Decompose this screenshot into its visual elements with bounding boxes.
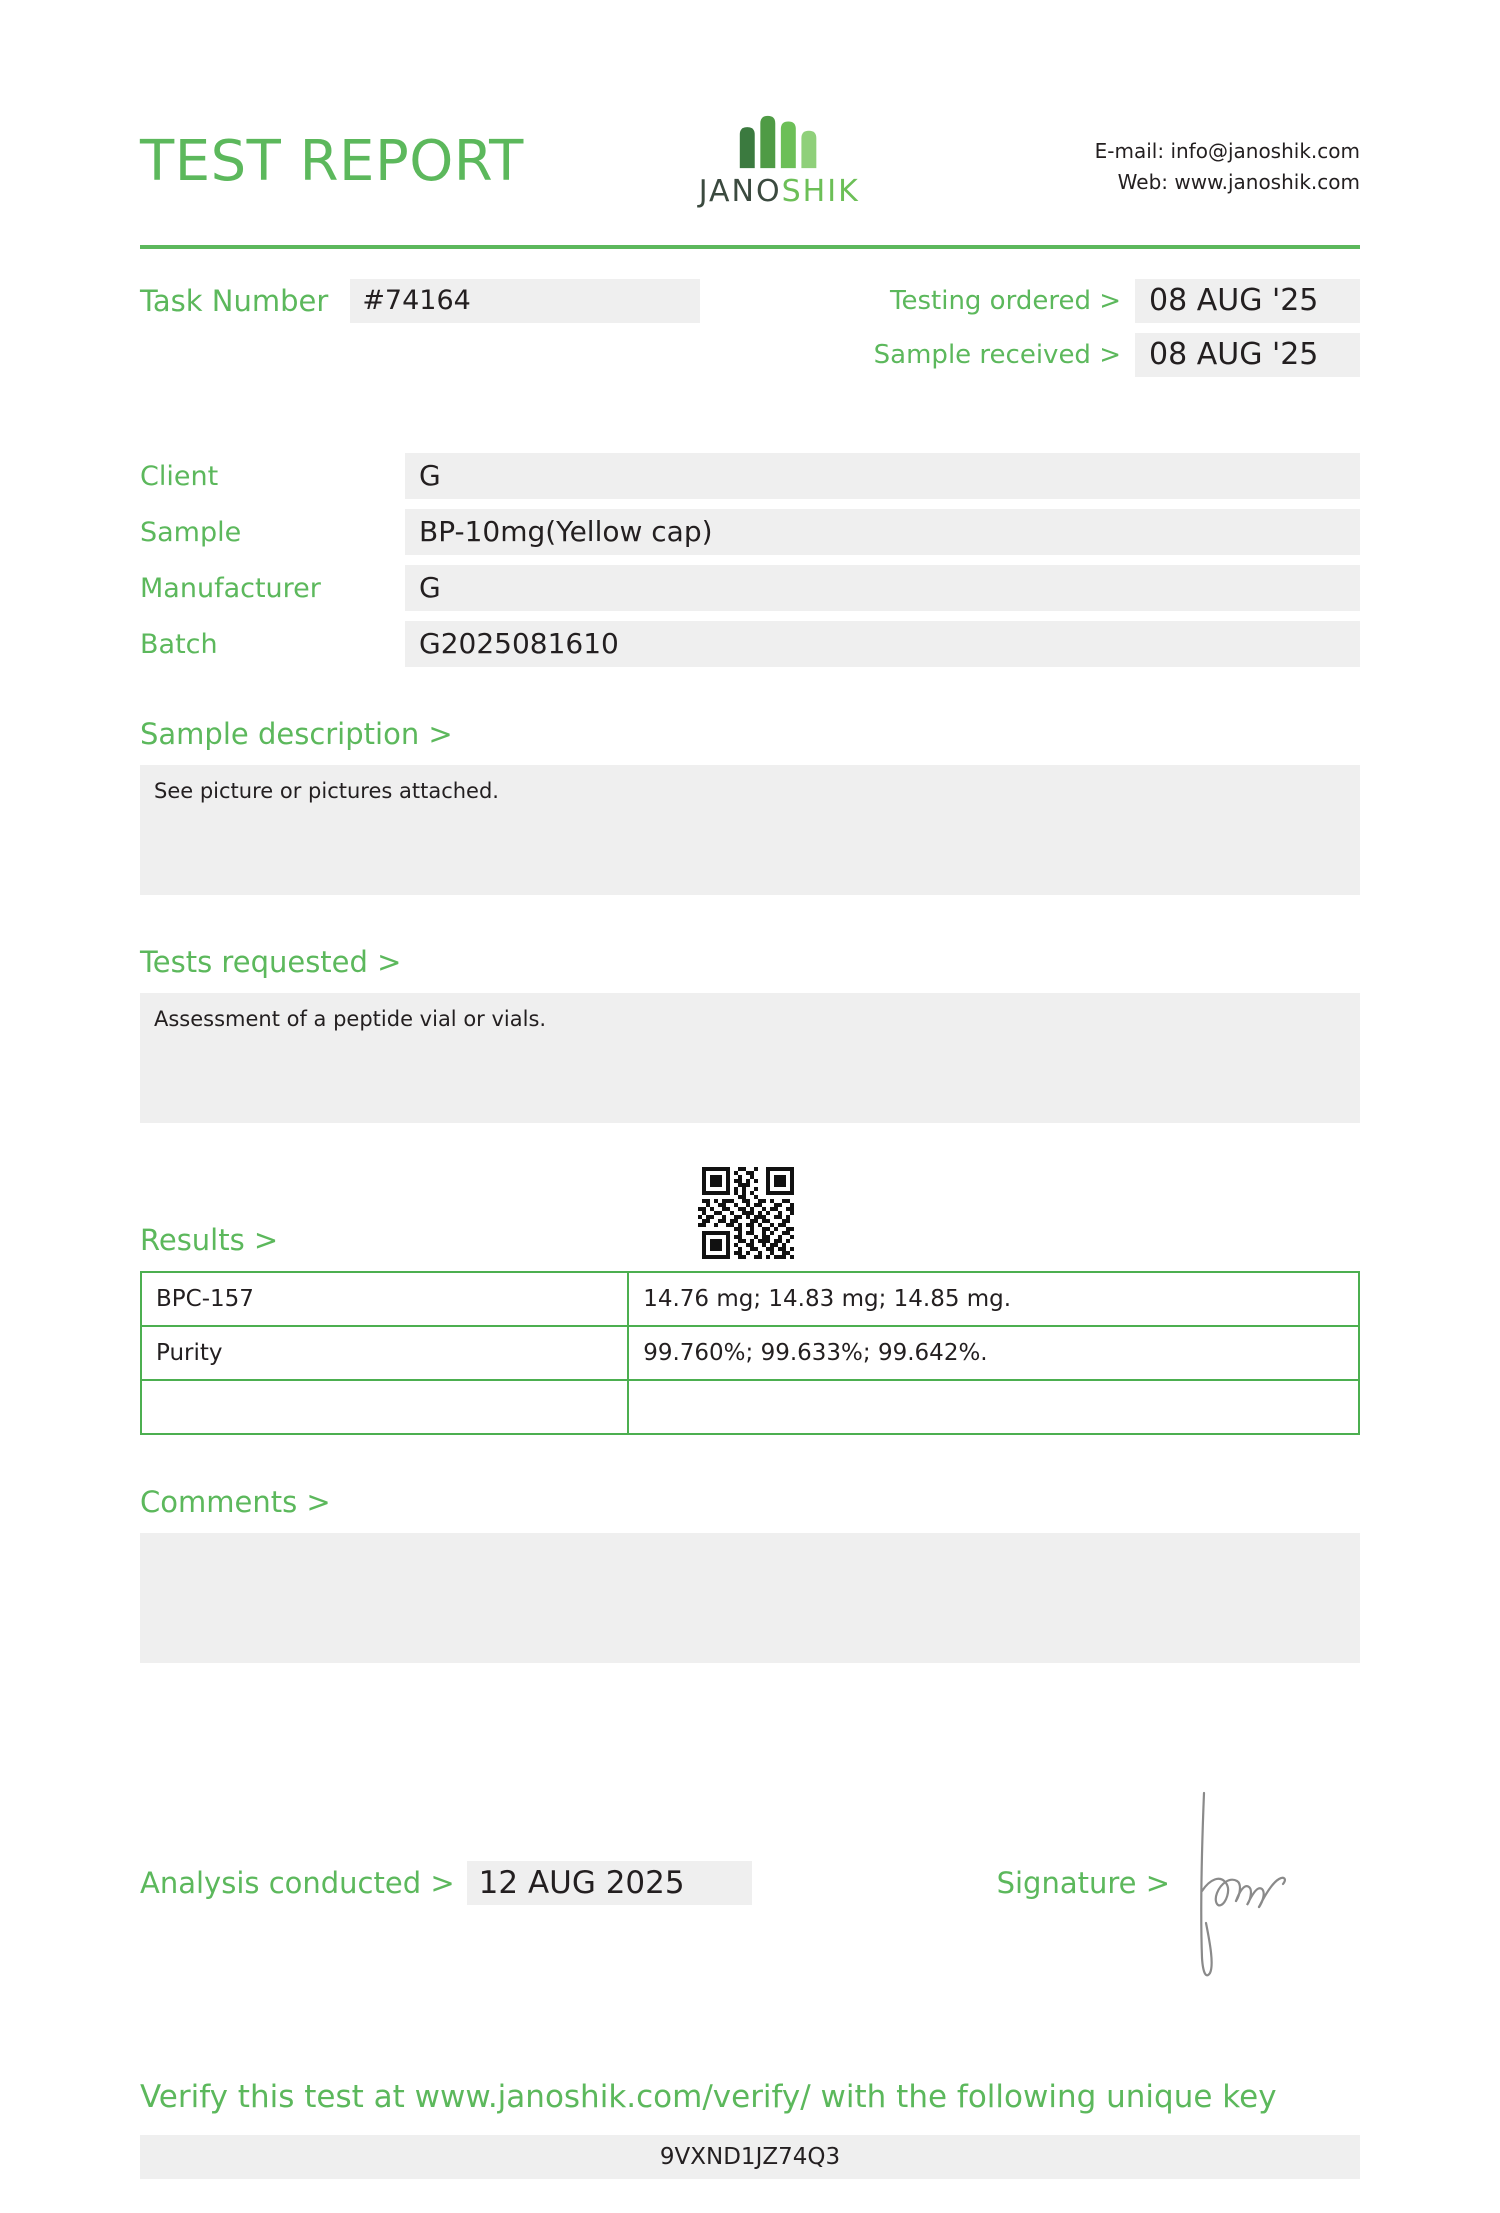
testing-ordered-value: 08 AUG '25 (1135, 279, 1360, 323)
info-value-sample: BP-10mg(Yellow cap) (405, 509, 1360, 555)
header-divider (140, 245, 1360, 249)
contact-web: Web: www.janoshik.com (1117, 170, 1360, 194)
task-number-value: #74164 (350, 279, 700, 323)
info-row-client (140, 453, 1360, 499)
tests-requested-title: Tests requested > (140, 945, 402, 979)
results-header-row (140, 1167, 1360, 1257)
unique-key-box: 9VXND1JZ74Q3 (140, 2135, 1360, 2179)
sample-received-label: Sample received > (873, 340, 1121, 370)
sample-received-value: 08 AUG '25 (1135, 333, 1360, 377)
comments-title: Comments > (140, 1485, 331, 1519)
report-header (140, 0, 1360, 209)
sample-description-title: Sample description > (140, 717, 453, 751)
result-name-bpc157: BPC-157 (141, 1272, 628, 1326)
analysis-conducted-group (140, 1861, 752, 1905)
info-row-batch (140, 621, 1360, 667)
result-value-empty (628, 1380, 1359, 1434)
info-label-manufacturer: Manufacturer (140, 572, 321, 604)
result-value-purity: 99.760%; 99.633%; 99.642%. (628, 1326, 1359, 1380)
info-value-batch: G2025081610 (405, 621, 1360, 667)
testing-ordered-label: Testing ordered > (890, 286, 1121, 316)
analysis-conducted-date: 12 AUG 2025 (467, 1861, 752, 1905)
mountain-logo-icon (719, 114, 839, 170)
comments-box (140, 1533, 1360, 1663)
info-label-batch: Batch (140, 628, 218, 660)
janoshik-logo (699, 114, 860, 209)
contact-email: E-mail: info@janoshik.com (1094, 139, 1360, 163)
contact-block (1095, 136, 1360, 198)
logo-text-dark: JANO (698, 174, 782, 209)
analysis-conducted-label: Analysis conducted > (140, 1866, 455, 1900)
logo-text-green: SHIK (781, 174, 860, 209)
result-value-bpc157: 14.76 mg; 14.83 mg; 14.85 mg. (628, 1272, 1359, 1326)
page-title: TEST REPORT (140, 129, 524, 194)
qr-code (698, 1167, 802, 1263)
date-group (874, 279, 1360, 377)
results-table (140, 1271, 1360, 1435)
info-row-manufacturer (140, 565, 1360, 611)
sample-description-box: See picture or pictures attached. (140, 765, 1360, 895)
logo-wordmark (699, 174, 860, 209)
result-name-purity: Purity (141, 1326, 628, 1380)
task-number-group (140, 279, 700, 323)
info-value-manufacturer: G (405, 565, 1360, 611)
results-title: Results > (140, 1223, 279, 1257)
table-row (141, 1326, 1359, 1380)
info-value-client: G (405, 453, 1360, 499)
sample-received-row (874, 333, 1360, 377)
qr-code-image (698, 1167, 802, 1259)
table-row (141, 1272, 1359, 1326)
task-number-label: Task Number (140, 284, 329, 318)
signature-image (1180, 1783, 1290, 1983)
info-label-client: Client (140, 460, 219, 492)
sample-info-table (140, 453, 1360, 667)
task-row (140, 279, 1360, 377)
info-row-sample (140, 509, 1360, 555)
verify-text: Verify this test at www.janoshik.com/verify/ with the following unique key (140, 2079, 1277, 2115)
tests-requested-box: Assessment of a peptide vial or vials. (140, 993, 1360, 1123)
info-label-sample: Sample (140, 516, 242, 548)
footer-row (140, 1783, 1360, 1983)
signature-label: Signature > (996, 1866, 1170, 1900)
result-name-empty (141, 1380, 628, 1434)
signature-group (997, 1783, 1290, 1983)
table-row (141, 1380, 1359, 1434)
testing-ordered-row (890, 279, 1360, 323)
